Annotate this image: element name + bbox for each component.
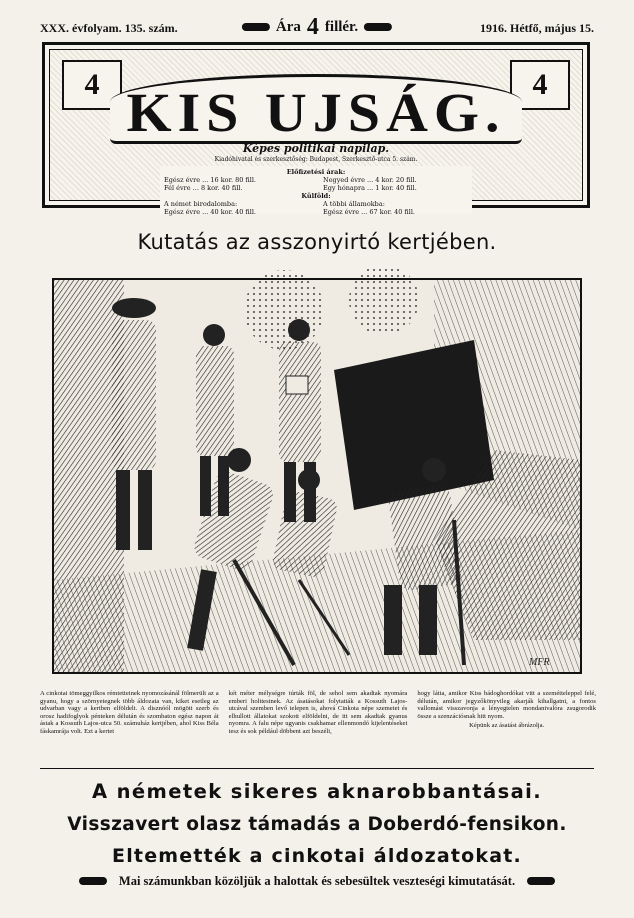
price-box-right: 4 (510, 60, 570, 110)
headline-italian-attack: Visszavert olasz támadás a Doberdó-fensikon. (67, 814, 567, 835)
engraving-drawing (54, 280, 580, 672)
pointing-hand-right-icon (364, 23, 392, 31)
issue-number: XXX. évfolyam. 135. szám. (40, 21, 178, 35)
masthead-ornament (49, 49, 583, 216)
price-line: Egész évre ... 67 kor. 40 fill. (323, 208, 415, 216)
artist-signature: MFR (529, 657, 550, 668)
price-line: Egész évre ... 40 kor. 40 fill. (164, 208, 256, 216)
newspaper-title: KIS UJSÁG. (126, 81, 506, 144)
price-box-left: 4 (62, 60, 122, 110)
front-page-illustration (52, 278, 582, 674)
tree-foliage (244, 270, 324, 350)
masthead (42, 42, 590, 216)
foreign-heading-left: A német birodalomba: (164, 200, 238, 208)
top-info-line (40, 14, 594, 40)
issue-date: 1916. Hétfő, május 15. (480, 21, 594, 35)
price-line: Egy hónapra ... 1 kor. 40 fill. (323, 184, 417, 192)
shed-door (334, 340, 494, 510)
article-column-3 (417, 690, 596, 762)
pointing-hand-left-icon (242, 23, 270, 31)
article-column-2: két méter mélységre túrták föl, de sehol sem akadtak nyomára emberi holttestnek. Az ásatásokat folytatták a Kossuth Lajos-utcával szemben levő telepen is, ahová Cinkota népe szemetet és elhullott állatokat szokott elföldelni, de itt sem akadtak gyanus nyomra. A falu népe ugyanis csakhamar ellenmondó kijelentéseket tesz és sok például döbbent azt beszéli, (228, 690, 408, 735)
newspaper-address: Kiadóhivatal és szerkesztőség: Budapest, Szerkesztő-utca 5. szám. (214, 156, 418, 163)
price-prefix: Ára (275, 18, 301, 35)
main-headline: Kutatás az asszonyirtó kertjében. (137, 230, 497, 254)
picture-caption-note: Képünk az ásatást ábrázolja. (469, 722, 545, 730)
prices-heading: Előfizetési árak: (286, 168, 346, 176)
subscription-prices (160, 166, 472, 214)
price-line: Fél évre ... 8 kor. 40 fill. (164, 184, 243, 192)
headline-cinkota-victims: Eltemették a cinkotai áldozatokat. (112, 845, 522, 867)
price-banner (242, 14, 392, 40)
price-line: Egész évre ... 16 kor. 80 fill. (164, 176, 256, 184)
pointing-hand-left-icon (79, 877, 107, 885)
title-banner (110, 74, 522, 144)
article-columns (40, 690, 596, 762)
casualty-list-notice (40, 872, 594, 890)
article-column-3-text: hogy látta, amikor Kiss bádoghordókat vitt a szemétteleppel felé, délután, amikor jegyzőkönyvileg akarják kihallgatni, a fontos vallomást visszavonja a lényegtelen mondanivalóra zsugorodik össze a szenzációsnak hitt nyom. (417, 690, 596, 720)
article-column-1: A cinkotai tömeggyilkos rémtetteinek nyomozásánál fölmerült az a gyanu, hogy a szörnyetegnek több áldozata van, kiket esetleg az udvarban vagy a kertben elföldelt. A disznóól mögött szerb és orosz hadifoglyok pénteken délután és szombaton egész napon át ástak a Kossuth Lajos-utca 50. számuház kertjében, ahol Kiss Béla fáskamrája volt. Ezt a kertet (40, 690, 219, 735)
price-line: Negyed évre ... 4 kor. 20 fill. (323, 176, 417, 184)
price-suffix: fillér. (324, 18, 359, 35)
newspaper-subtitle: Képes politikai napilap. (242, 142, 390, 155)
section-divider (40, 768, 594, 769)
foreign-heading-right: A többi államokba: (323, 200, 385, 208)
foreign-heading: Külföld: (301, 192, 331, 200)
casualty-list-text: Mai számunkban közöljük a halottak és sebesültek veszteségi kimutatását. (118, 873, 516, 888)
pointing-hand-right-icon (527, 877, 555, 885)
price-number: 4 (306, 14, 319, 40)
headline-german-mines: A németek sikeres aknarobbantásai. (91, 780, 543, 803)
